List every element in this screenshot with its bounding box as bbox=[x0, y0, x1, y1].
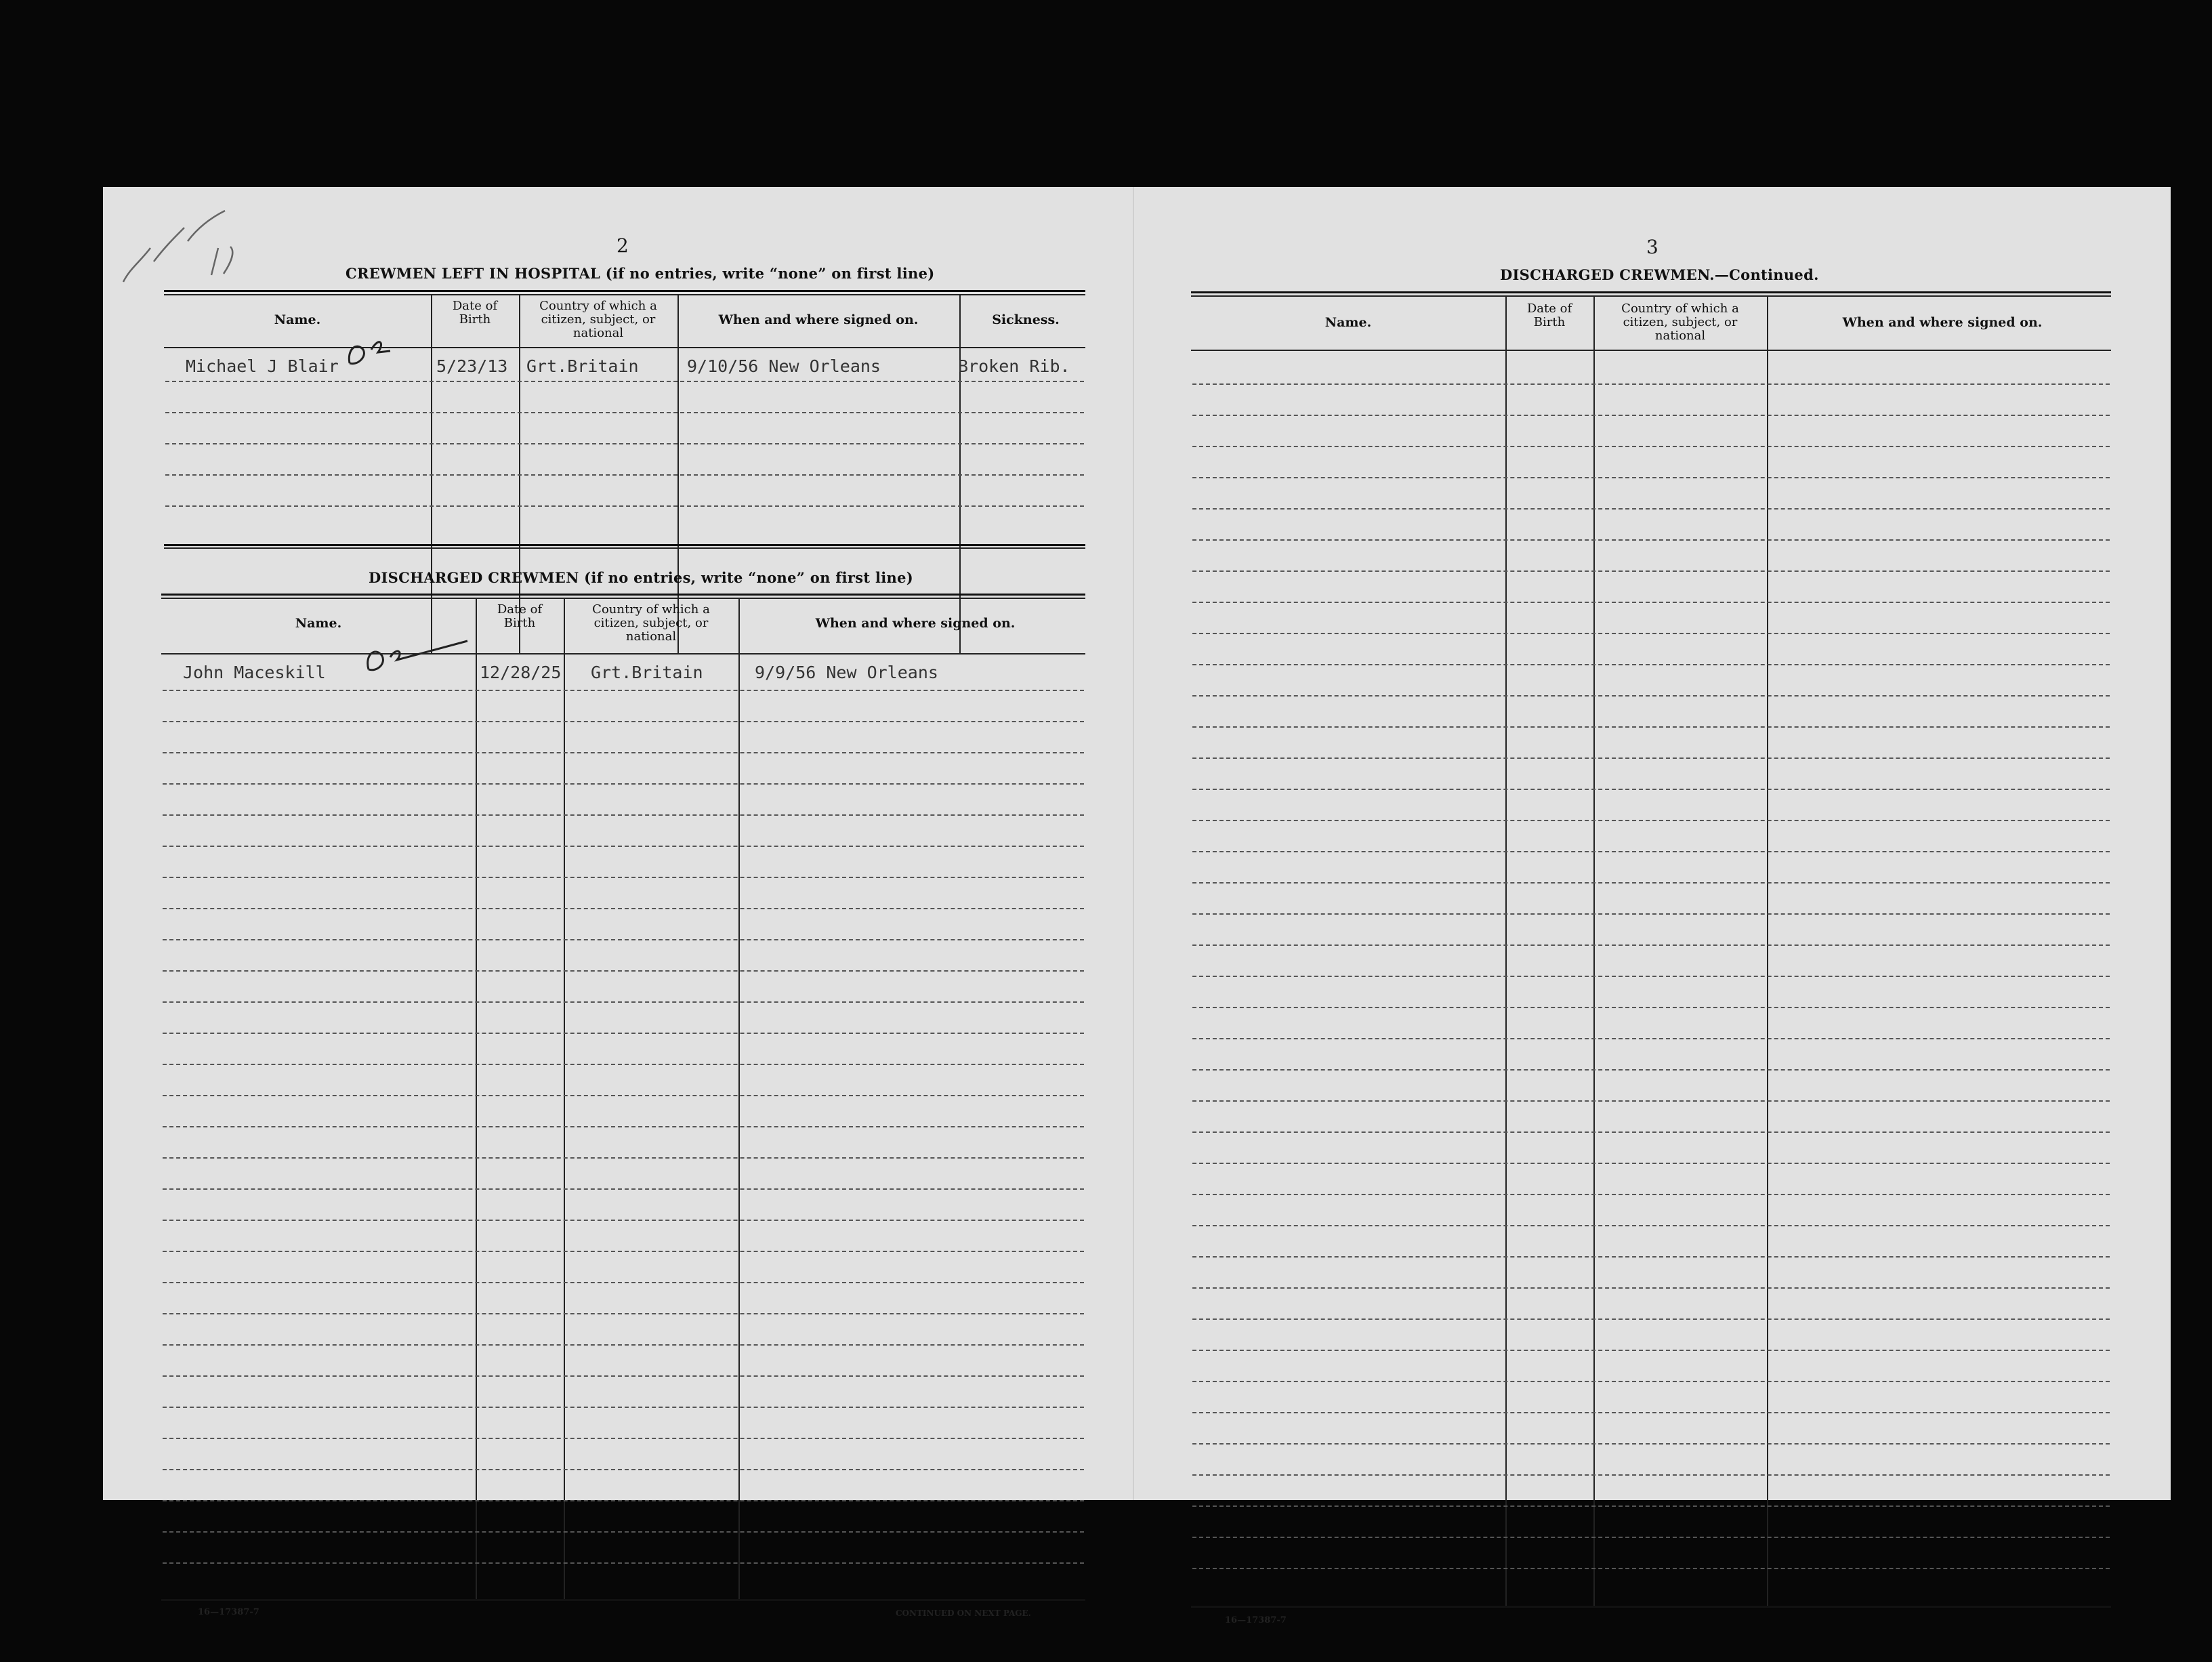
hospital-table-bottom-rule-2 bbox=[164, 547, 1085, 549]
discharged-row-dob: 12/28/25 bbox=[480, 663, 562, 682]
ruled-line bbox=[1192, 1256, 2110, 1258]
ruled-line bbox=[1192, 633, 2110, 634]
ruled-line bbox=[163, 1064, 1084, 1065]
page-number: 3 bbox=[1646, 236, 1658, 258]
continued-note: CONTINUED ON NEXT PAGE. bbox=[896, 1608, 1031, 1618]
ruled-line bbox=[1192, 882, 2110, 884]
ruled-line bbox=[1192, 539, 2110, 541]
ruled-line bbox=[165, 412, 1084, 413]
ruled-line bbox=[163, 1375, 1084, 1377]
right-header-name: Name. bbox=[1324, 315, 1372, 330]
ruled-line bbox=[1192, 446, 2110, 447]
ruled-line bbox=[1192, 1287, 2110, 1289]
right-table-bottom-rule bbox=[1191, 1606, 2111, 1608]
right-header-bottom-rule bbox=[1191, 350, 2111, 351]
ruled-line bbox=[1192, 851, 2110, 852]
discharged-header-bottom-rule bbox=[161, 653, 1085, 655]
ruled-line bbox=[163, 1220, 1084, 1221]
ruled-line bbox=[163, 1188, 1084, 1190]
hospital-col-divider bbox=[677, 294, 679, 653]
ruled-line bbox=[1192, 1381, 2110, 1382]
discharged-table-top-rule bbox=[161, 594, 1085, 596]
hospital-row-country: Grt.Britain bbox=[526, 356, 639, 376]
ruled-line bbox=[163, 1157, 1084, 1159]
document-sheet bbox=[103, 187, 2171, 1625]
ruled-line bbox=[1192, 913, 2110, 915]
discharged-section-title: DISCHARGED CREWMEN (if no entries, write “none” on first line) bbox=[369, 569, 913, 586]
hospital-table-bottom-rule bbox=[164, 544, 1085, 546]
discharged-header-country: Country of which a citizen, subject, or national bbox=[592, 602, 710, 644]
ruled-line bbox=[165, 474, 1084, 476]
ruled-line bbox=[163, 939, 1084, 940]
ruled-line bbox=[163, 1438, 1084, 1439]
ruled-line bbox=[163, 814, 1084, 816]
hospital-table-top-rule bbox=[164, 290, 1085, 292]
ruled-line bbox=[163, 970, 1084, 972]
right-col-divider bbox=[1593, 295, 1595, 1607]
ruled-line bbox=[1192, 415, 2110, 416]
ruled-line bbox=[1192, 508, 2110, 510]
ruled-line bbox=[163, 1282, 1084, 1283]
ruled-line bbox=[163, 1500, 1084, 1501]
ruled-line bbox=[1192, 664, 2110, 665]
ruled-line bbox=[163, 1313, 1084, 1314]
ruled-line bbox=[1192, 1537, 2110, 1538]
hospital-header-dob: Date of Birth bbox=[452, 299, 498, 327]
right-header-dob: Date of Birth bbox=[1526, 302, 1572, 329]
ruled-line bbox=[163, 1033, 1084, 1034]
ruled-line bbox=[163, 877, 1084, 878]
discharged-header-dob: Date of Birth bbox=[497, 602, 543, 630]
hospital-row-sickness: Broken Rib. bbox=[958, 356, 1070, 376]
ruled-line bbox=[1192, 757, 2110, 759]
ruled-line bbox=[163, 690, 1084, 691]
hospital-header-name: Name. bbox=[274, 312, 321, 327]
ruled-line bbox=[1192, 383, 2110, 385]
right-section-title: DISCHARGED CREWMEN.—Continued. bbox=[1500, 266, 1819, 283]
ruled-line bbox=[165, 381, 1084, 382]
ruled-line bbox=[1192, 1318, 2110, 1320]
discharged-table-bottom-rule bbox=[161, 1599, 1085, 1601]
hospital-row-signed-on: 9/10/56 New Orleans bbox=[687, 356, 881, 376]
page-number: 2 bbox=[617, 234, 629, 257]
ruled-line bbox=[1192, 1194, 2110, 1195]
discharged-table-top-rule-2 bbox=[161, 598, 1085, 599]
discharged-row-signed-on: 9/9/56 New Orleans bbox=[755, 663, 938, 682]
hospital-col-divider bbox=[959, 294, 961, 653]
ruled-line bbox=[1192, 1350, 2110, 1351]
left-page bbox=[103, 187, 1133, 1618]
ruled-line bbox=[1192, 1412, 2110, 1413]
ruled-line bbox=[163, 1469, 1084, 1470]
right-col-divider bbox=[1505, 295, 1507, 1607]
ruled-line bbox=[165, 443, 1084, 444]
ruled-line bbox=[163, 908, 1084, 909]
right-col-divider bbox=[1767, 295, 1768, 1607]
ruled-line bbox=[1192, 1163, 2110, 1164]
ruled-line bbox=[163, 1407, 1084, 1408]
ruled-line bbox=[1192, 602, 2110, 603]
ruled-line bbox=[163, 846, 1084, 847]
hospital-header-country: Country of which a citizen, subject, or national bbox=[539, 299, 657, 340]
ruled-line bbox=[163, 1095, 1084, 1096]
discharged-row-name: John Maceskill bbox=[183, 663, 326, 682]
right-header-signed-on: When and where signed on. bbox=[1842, 315, 2043, 330]
ruled-line bbox=[1192, 789, 2110, 790]
form-number: 16—17387-7 bbox=[198, 1607, 259, 1617]
ruled-line bbox=[1192, 944, 2110, 946]
ruled-line bbox=[1192, 1505, 2110, 1507]
hospital-header-signed-on: When and where signed on. bbox=[718, 312, 919, 327]
ruled-line bbox=[1192, 1007, 2110, 1008]
ruled-line bbox=[163, 1251, 1084, 1252]
handwritten-check-mark bbox=[359, 627, 481, 682]
handwritten-check-mark bbox=[344, 323, 432, 377]
discharged-row-country: Grt.Britain bbox=[591, 663, 703, 682]
ruled-line bbox=[1192, 726, 2110, 728]
hospital-table-top-rule-2 bbox=[164, 294, 1085, 295]
discharged-col-divider bbox=[738, 598, 740, 1599]
ruled-line bbox=[1192, 1225, 2110, 1226]
ruled-line bbox=[1192, 1038, 2110, 1039]
hospital-row-name: Michael J Blair bbox=[186, 356, 339, 376]
ruled-line bbox=[1192, 1100, 2110, 1102]
ruled-line bbox=[1192, 570, 2110, 572]
form-number: 16—17387-7 bbox=[1225, 1615, 1287, 1625]
discharged-header-signed-on: When and where signed on. bbox=[815, 616, 1016, 631]
handwritten-margin-note bbox=[117, 201, 245, 289]
hospital-header-bottom-rule bbox=[164, 347, 1085, 348]
ruled-line bbox=[163, 721, 1084, 722]
hospital-row-dob: 5/23/13 bbox=[436, 356, 508, 376]
ruled-line bbox=[165, 505, 1084, 507]
discharged-col-divider bbox=[564, 598, 565, 1599]
right-page bbox=[1133, 187, 2171, 1625]
right-header-country: Country of which a citizen, subject, or national bbox=[1621, 302, 1739, 343]
ruled-line bbox=[1192, 477, 2110, 478]
ruled-line bbox=[1192, 1474, 2110, 1476]
ruled-line bbox=[1192, 1069, 2110, 1071]
ruled-line bbox=[163, 1126, 1084, 1127]
hospital-col-divider bbox=[519, 294, 520, 653]
discharged-header-name: Name. bbox=[295, 616, 342, 631]
ruled-line bbox=[163, 1344, 1084, 1346]
ruled-line bbox=[1192, 1568, 2110, 1569]
ruled-line bbox=[163, 1562, 1084, 1564]
ruled-line bbox=[163, 783, 1084, 785]
right-table-top-rule bbox=[1191, 291, 2111, 293]
ruled-line bbox=[1192, 1443, 2110, 1445]
ruled-line bbox=[163, 1001, 1084, 1003]
ruled-line bbox=[1192, 695, 2110, 697]
ruled-line bbox=[1192, 820, 2110, 821]
hospital-header-sickness: Sickness. bbox=[992, 312, 1060, 327]
ruled-line bbox=[1192, 976, 2110, 977]
ruled-line bbox=[1192, 1131, 2110, 1133]
right-table-top-rule-2 bbox=[1191, 295, 2111, 297]
ruled-line bbox=[163, 752, 1084, 753]
discharged-col-divider bbox=[476, 598, 477, 1599]
hospital-section-title: CREWMEN LEFT IN HOSPITAL (if no entries, write “none” on first line) bbox=[346, 265, 935, 282]
ruled-line bbox=[163, 1531, 1084, 1533]
